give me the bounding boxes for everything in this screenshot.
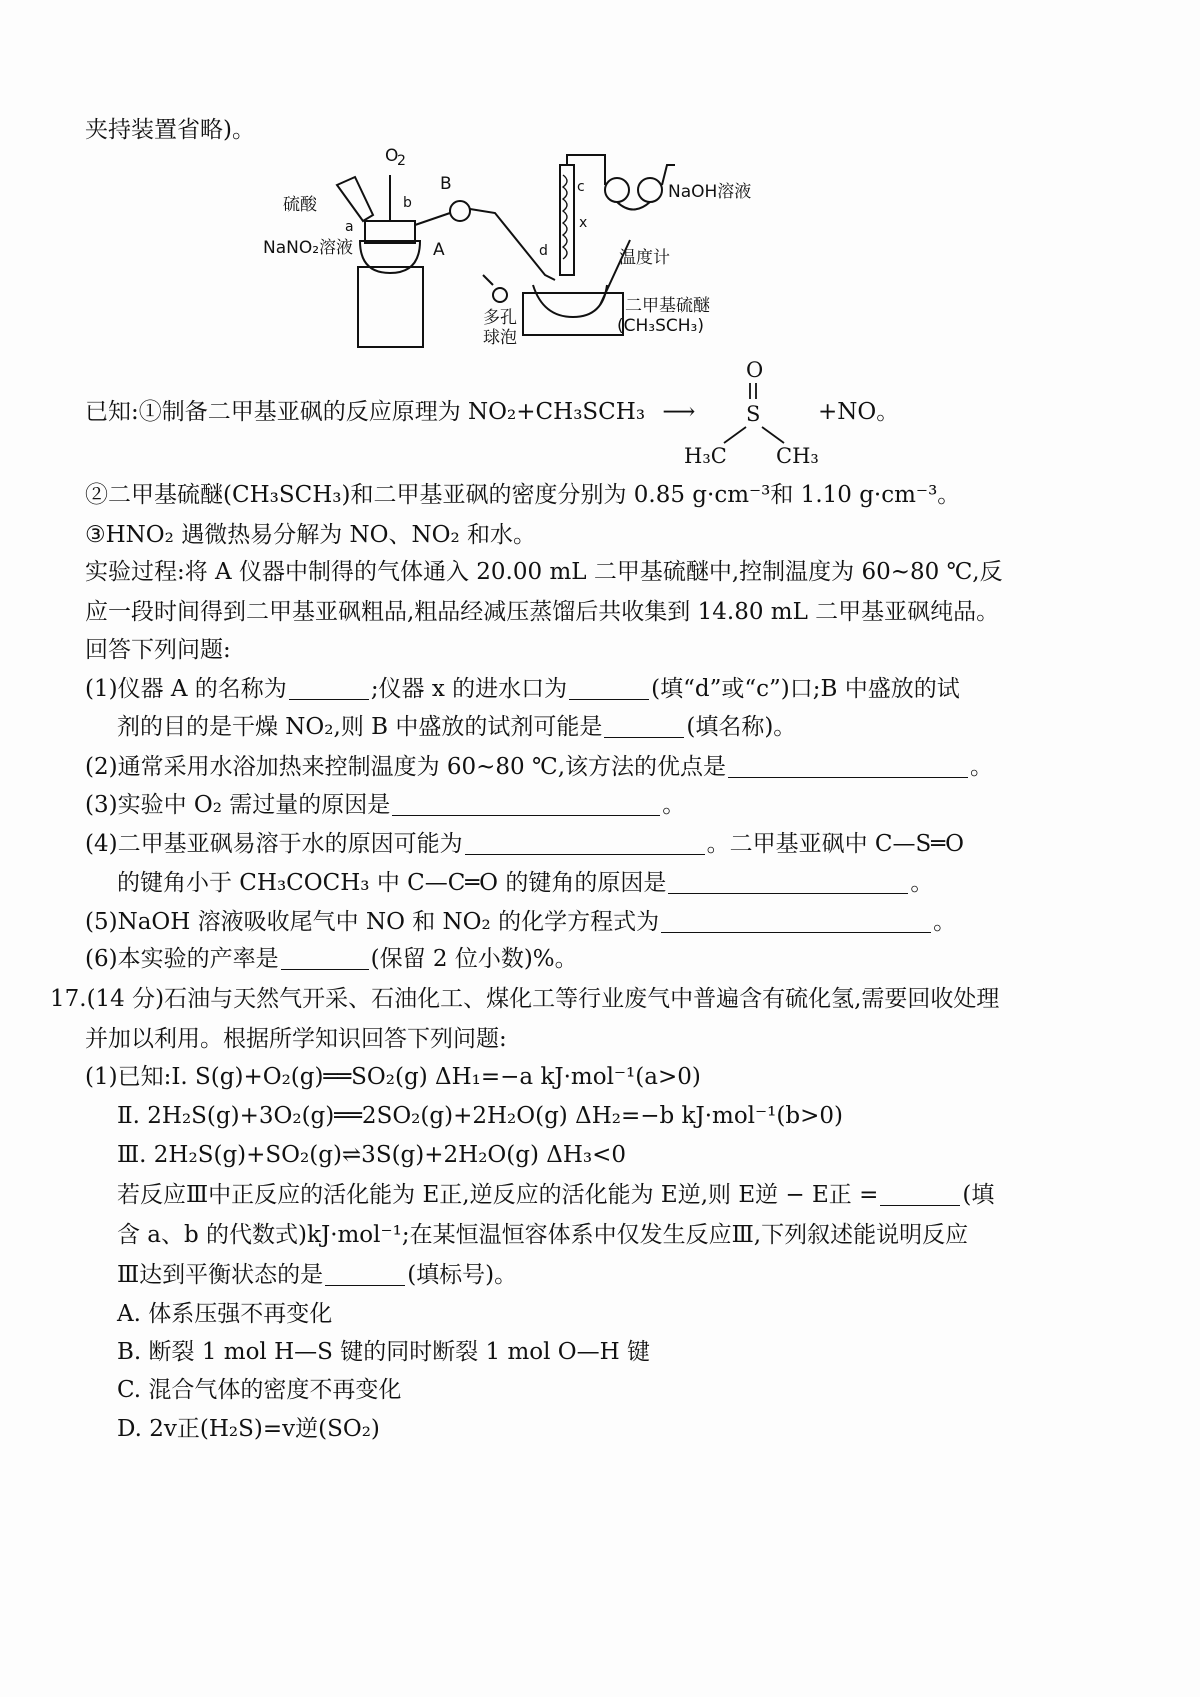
dmso-structure <box>680 355 830 470</box>
q17-heading-2: 并加以利用。根据所学知识回答下列问题: <box>85 1026 507 1052</box>
mol-S: S <box>746 402 761 426</box>
apparatus-diagram <box>255 145 775 355</box>
known-line-3: ③HNO₂ 遇微热易分解为 NO、NO₂ 和水。 <box>85 522 536 548</box>
q16-1-line-1: (1)仪器 A 的名称为 ;仪器 x 的进水口为 (填“d”或“c”)口;B 中盛放的试 <box>85 676 960 702</box>
absorber-bulb-1 <box>605 178 629 202</box>
process-line-1: 实验过程:将 A 仪器中制得的气体通入 20.00 mL 二甲基硫醚中,控制温度为 60~80 ℃,反 <box>85 559 1003 585</box>
tube-A-to-B <box>415 213 450 225</box>
label-B: B <box>440 174 452 194</box>
q17-heading-1: 17.(14 分)石油与天然气开采、石油化工、煤化工等行业废气中普遍含有硫化氢,需要回收处理 <box>50 986 1000 1012</box>
answer-blank[interactable] <box>668 871 908 894</box>
flask-A-neck <box>365 221 415 243</box>
q17-reaction-2: Ⅱ. 2H₂S(g)+3O₂(g)══2SO₂(g)+2H₂O(g) ΔH₂=−b kJ·mol⁻¹(b>0) <box>117 1103 843 1129</box>
label-a: a <box>345 219 354 235</box>
process-line-3: 回答下列问题: <box>85 637 231 663</box>
drying-tube-B <box>450 201 470 221</box>
known-l1-suffix: +NO。 <box>818 399 900 425</box>
label-nano2: NaNO₂溶液 <box>263 238 354 258</box>
answer-blank[interactable] <box>880 1183 960 1206</box>
label-porous-1: 多孔 <box>483 308 517 328</box>
q16-2: (2)通常采用水浴加热来控制温度为 60~80 ℃,该方法的优点是 。 <box>85 754 994 780</box>
option-B: B. 断裂 1 mol H—S 键的同时断裂 1 mol O—H 键 <box>117 1339 651 1365</box>
label-x: x <box>579 215 588 231</box>
label-dms-2: (CH₃SCH₃) <box>617 316 704 336</box>
label-porous-2: 球泡 <box>483 328 517 348</box>
q17-text-2: 含 a、b 的代数式)kJ·mol⁻¹;在某恒温恒容体系中仅发生反应Ⅲ,下列叙述能说明反应 <box>117 1222 969 1248</box>
q16-3: (3)实验中 O₂ 需过量的原因是 。 <box>85 792 686 818</box>
q17-text-1: 若反应Ⅲ中正反应的活化能为 E正,逆反应的活化能为 E逆,则 E逆 − E正 = (填 <box>117 1182 995 1208</box>
heating-stand <box>358 267 423 347</box>
answer-blank[interactable] <box>661 910 931 933</box>
three-neck-flask <box>533 285 607 317</box>
label-b: b <box>403 195 412 211</box>
option-D: D. 2v正(H₂S)=v逆(SO₂) <box>117 1416 380 1442</box>
q16-5: (5)NaOH 溶液吸收尾气中 NO 和 NO₂ 的化学方程式为 。 <box>85 909 957 935</box>
answer-blank[interactable] <box>281 947 369 970</box>
process-line-2: 应一段时间得到二甲基亚砜粗品,粗品经减压蒸馏后共收集到 14.80 mL 二甲基亚砜纯品。 <box>85 599 1000 625</box>
answer-blank[interactable] <box>604 715 684 738</box>
q17-reaction-3: Ⅲ. 2H₂S(g)+SO₂(g)⇌3S(g)+2H₂O(g) ΔH₃<0 <box>117 1142 627 1168</box>
label-o2-sub: 2 <box>397 153 406 169</box>
label-d: d <box>539 243 548 259</box>
label-sulfuric-acid: 硫酸 <box>283 195 317 215</box>
q16-4-line-1: (4)二甲基亚砜易溶于水的原因可能为 。二甲基亚砜中 C—S═O <box>85 831 964 857</box>
known-line-1 <box>85 395 710 429</box>
answer-blank[interactable] <box>728 755 968 778</box>
q16-4-line-2: 的键角小于 CH₃COCH₃ 中 C—C═O 的键角的原因是 。 <box>117 870 934 896</box>
intro-line: 夹持装置省略)。 <box>85 117 255 143</box>
q17-text-3: Ⅲ达到平衡状态的是 (填标号)。 <box>117 1262 518 1288</box>
known-line-2: ②二甲基硫醚(CH₃SCH₃)和二甲基亚砜的密度分别为 0.85 g·cm⁻³和 1.10 g·cm⁻³。 <box>85 482 961 508</box>
tail-gas-tube <box>567 155 605 185</box>
arrow-icon: ⟶ <box>662 399 696 425</box>
mol-O: O <box>746 358 764 382</box>
mol-H3C: H₃C <box>684 444 727 468</box>
label-c: c <box>577 179 585 195</box>
label-o2: O <box>385 146 399 166</box>
option-C: C. 混合气体的密度不再变化 <box>117 1377 402 1403</box>
label-thermometer: 温度计 <box>619 248 670 268</box>
answer-blank[interactable] <box>392 793 660 816</box>
q17-reaction-1: (1)已知:Ⅰ. S(g)+O₂(g)══SO₂(g) ΔH₁=−a kJ·mol⁻¹(a>0) <box>85 1064 701 1090</box>
label-naoh: NaOH溶液 <box>668 182 752 202</box>
answer-blank[interactable] <box>289 677 369 700</box>
water-bath <box>523 293 623 335</box>
option-A: A. 体系压强不再变化 <box>117 1301 333 1327</box>
dropping-funnel <box>337 177 373 221</box>
q16-1-line-2: 剂的目的是干燥 NO₂,则 B 中盛放的试剂可能是 (填名称)。 <box>117 714 797 740</box>
absorber-bulb-2 <box>638 178 662 202</box>
label-dms-1: 二甲基硫醚 <box>625 296 710 316</box>
q16-6: (6)本实验的产率是 (保留 2 位小数)%。 <box>85 946 578 972</box>
answer-blank[interactable] <box>325 1263 405 1286</box>
mol-CH3: CH₃ <box>776 444 819 468</box>
label-A: A <box>433 240 445 260</box>
known-l1-prefix: 已知:①制备二甲基亚砜的反应原理为 NO₂+CH₃SCH₃ <box>85 399 646 425</box>
answer-blank[interactable] <box>465 832 705 855</box>
flask-A <box>360 241 420 273</box>
porous-bulb-icon <box>493 288 507 302</box>
answer-blank[interactable] <box>569 677 649 700</box>
